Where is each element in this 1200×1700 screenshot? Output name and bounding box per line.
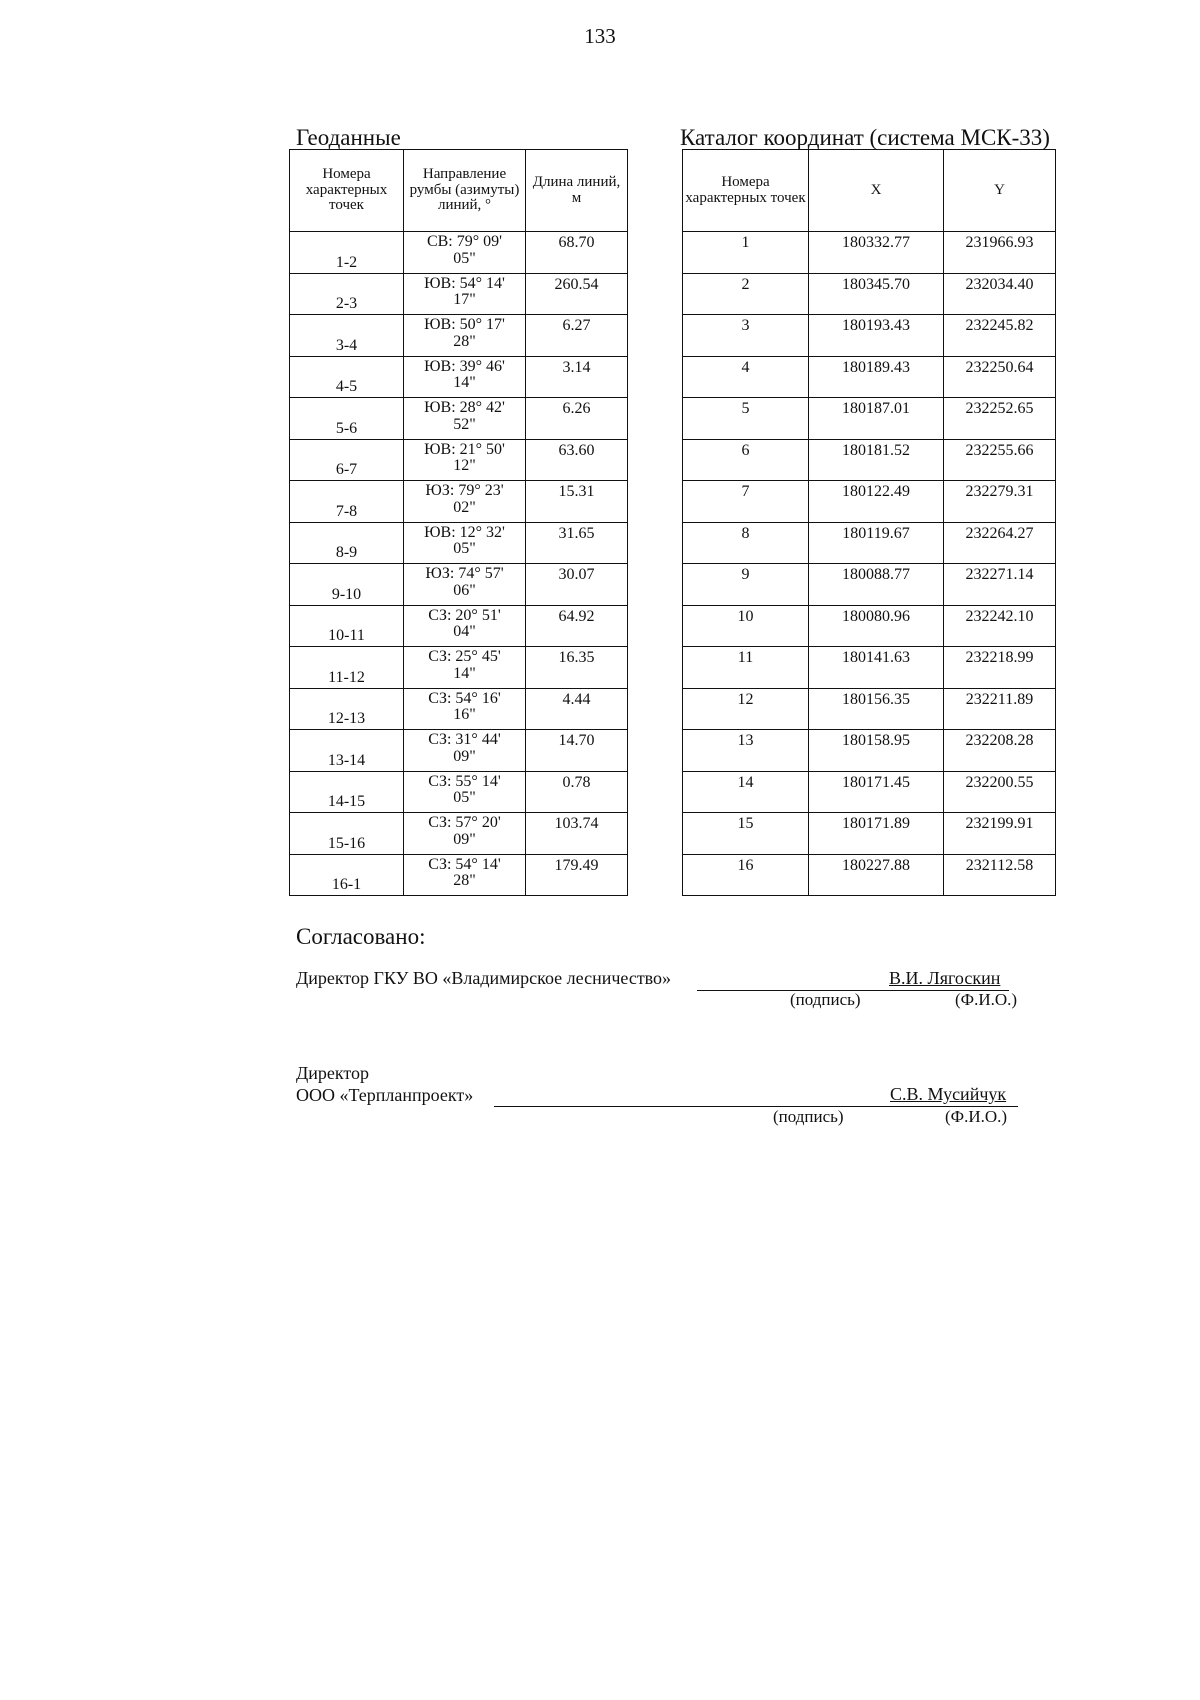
geodata-points-cell: 13-14	[290, 730, 404, 772]
geodata-points-cell: 11-12	[290, 647, 404, 689]
director2-name: С.В. Мусийчук	[890, 1084, 1007, 1104]
geodata-length-cell: 15.31	[526, 481, 628, 523]
catalog-y-cell: 232250.64	[944, 356, 1056, 398]
table-row	[683, 813, 1056, 855]
catalog-point-cell: 11	[683, 647, 809, 689]
director1-label: Директор ГКУ ВО «Владимирское лесничество»	[296, 968, 672, 988]
direction-degrees: ЮЗ: 79° 23'	[425, 482, 504, 499]
catalog-x-cell: 180122.49	[809, 481, 944, 523]
catalog-x-cell: 180345.70	[809, 273, 944, 315]
catalog-y-cell: 232112.58	[944, 854, 1056, 896]
direction-degrees: СЗ: 54° 14'	[428, 855, 501, 873]
geodata-header-points: Номера характерных точек	[290, 150, 404, 232]
direction-seconds: 14"	[453, 374, 476, 392]
director2-organization: ООО «Терпланпроект»	[296, 1085, 474, 1105]
geodata-direction-cell	[404, 481, 526, 523]
table-row	[683, 564, 1056, 606]
catalog-y-cell: 232200.55	[944, 771, 1056, 813]
geodata-length-cell: 30.07	[526, 564, 628, 606]
direction-seconds: 04"	[453, 623, 476, 641]
geodata-length-cell: 6.27	[526, 315, 628, 357]
director2-signature-caption: (подпись)	[773, 1107, 844, 1126]
geodata-length-cell: 64.92	[526, 605, 628, 647]
geodata-table	[289, 149, 628, 896]
direction-degrees: СВ: 79° 09'	[426, 233, 503, 250]
geodata-points-cell: 8-9	[290, 522, 404, 564]
table-row	[683, 688, 1056, 730]
table-row	[683, 232, 1056, 274]
direction-seconds: 09"	[453, 830, 476, 848]
direction-seconds: 06"	[453, 581, 476, 599]
geodata-length-cell: 16.35	[526, 647, 628, 689]
table-row	[290, 273, 628, 315]
catalog-x-cell: 180187.01	[809, 398, 944, 440]
catalog-x-cell: 180227.88	[809, 854, 944, 896]
direction-degrees: СЗ: 55° 14'	[428, 772, 501, 790]
catalog-y-cell: 232242.10	[944, 605, 1056, 647]
geodata-direction-cell	[404, 647, 526, 689]
direction-degrees: СЗ: 20° 51'	[428, 606, 501, 624]
geodata-points-cell: 2-3	[290, 273, 404, 315]
table-row	[683, 273, 1056, 315]
geodata-points-cell: 3-4	[290, 315, 404, 357]
direction-seconds: 09"	[453, 747, 476, 765]
direction-degrees: ЮВ: 39° 46'	[424, 357, 505, 375]
geodata-points-cell: 1-2	[290, 232, 404, 274]
catalog-point-cell: 15	[683, 813, 809, 855]
table-row	[290, 688, 628, 730]
table-row	[683, 356, 1056, 398]
catalog-y-cell: 232208.28	[944, 730, 1056, 772]
catalog-x-cell: 180332.77	[809, 232, 944, 274]
catalog-x-cell: 180189.43	[809, 356, 944, 398]
direction-degrees: СЗ: 31° 44'	[428, 731, 501, 748]
catalog-x-cell: 180181.52	[809, 439, 944, 481]
geodata-points-cell: 10-11	[290, 605, 404, 647]
geodata-table-body	[290, 232, 628, 896]
direction-seconds: 16"	[453, 706, 476, 724]
direction-seconds: 17"	[453, 291, 476, 309]
catalog-y-cell: 232245.82	[944, 315, 1056, 357]
geodata-points-cell: 7-8	[290, 481, 404, 523]
direction-seconds: 05"	[453, 249, 476, 267]
table-row	[290, 854, 628, 896]
catalog-point-cell: 12	[683, 688, 809, 730]
geodata-direction-cell	[404, 564, 526, 606]
geodata-direction-cell	[404, 605, 526, 647]
table-row	[290, 730, 628, 772]
geodata-points-cell: 5-6	[290, 398, 404, 440]
table-row	[290, 564, 628, 606]
geodata-length-cell: 14.70	[526, 730, 628, 772]
table-row	[683, 481, 1056, 523]
geodata-length-cell: 260.54	[526, 273, 628, 315]
catalog-point-cell: 8	[683, 522, 809, 564]
geodata-points-cell: 14-15	[290, 771, 404, 813]
catalog-x-cell: 180171.45	[809, 771, 944, 813]
catalog-point-cell: 10	[683, 605, 809, 647]
geodata-direction-cell	[404, 854, 526, 896]
catalog-y-cell: 232255.66	[944, 439, 1056, 481]
geodata-length-cell: 31.65	[526, 522, 628, 564]
page-number: 133	[584, 24, 616, 48]
direction-seconds: 28"	[453, 872, 476, 890]
geodata-header-direction: Направление румбы (азимуты) линий, °	[404, 150, 526, 232]
direction-seconds: 02"	[453, 498, 476, 516]
catalog-point-cell: 5	[683, 398, 809, 440]
catalog-point-cell: 2	[683, 273, 809, 315]
geodata-points-cell: 16-1	[290, 854, 404, 896]
geodata-direction-cell	[404, 730, 526, 772]
table-row	[290, 647, 628, 689]
geodata-length-cell: 4.44	[526, 688, 628, 730]
direction-seconds: 05"	[453, 789, 476, 807]
geodata-points-cell: 15-16	[290, 813, 404, 855]
geodata-length-cell: 6.26	[526, 398, 628, 440]
geodata-length-cell: 103.74	[526, 813, 628, 855]
catalog-point-cell: 9	[683, 564, 809, 606]
catalog-x-cell: 180080.96	[809, 605, 944, 647]
director2-label: Директор	[296, 1063, 370, 1083]
catalog-x-cell: 180171.89	[809, 813, 944, 855]
catalog-table	[682, 149, 1056, 896]
geodata-direction-cell	[404, 356, 526, 398]
geodata-direction-cell	[404, 273, 526, 315]
table-row	[290, 813, 628, 855]
catalog-point-cell: 1	[683, 232, 809, 274]
geodata-direction-cell	[404, 315, 526, 357]
approval-heading: Согласовано:	[296, 924, 426, 949]
geodata-direction-cell	[404, 813, 526, 855]
table-row	[290, 605, 628, 647]
catalog-x-cell: 180088.77	[809, 564, 944, 606]
geodata-header-row	[290, 150, 628, 232]
catalog-y-cell: 231966.93	[944, 232, 1056, 274]
table-row	[290, 356, 628, 398]
catalog-x-cell: 180119.67	[809, 522, 944, 564]
geodata-direction-cell	[404, 771, 526, 813]
table-row	[683, 771, 1056, 813]
geodata-length-cell: 63.60	[526, 439, 628, 481]
geodata-points-cell: 9-10	[290, 564, 404, 606]
catalog-header-y: Y	[944, 150, 1056, 232]
geodata-points-cell: 4-5	[290, 356, 404, 398]
catalog-header-points: Номера характерных точек	[683, 150, 809, 232]
catalog-title: Каталог координат (система МСК-33)	[680, 125, 1050, 150]
catalog-point-cell: 3	[683, 315, 809, 357]
direction-degrees: СЗ: 25° 45'	[428, 648, 501, 665]
catalog-point-cell: 13	[683, 730, 809, 772]
table-row	[683, 854, 1056, 896]
geodata-direction-cell	[404, 522, 526, 564]
geodata-length-cell: 179.49	[526, 854, 628, 896]
catalog-point-cell: 16	[683, 854, 809, 896]
geodata-length-cell: 0.78	[526, 771, 628, 813]
catalog-x-cell: 180193.43	[809, 315, 944, 357]
table-row	[290, 439, 628, 481]
catalog-point-cell: 14	[683, 771, 809, 813]
catalog-y-cell: 232218.99	[944, 647, 1056, 689]
catalog-y-cell: 232264.27	[944, 522, 1056, 564]
catalog-y-cell: 232211.89	[944, 688, 1056, 730]
geodata-title: Геоданные	[296, 125, 401, 150]
table-row	[683, 315, 1056, 357]
direction-degrees: ЮВ: 21° 50'	[424, 440, 505, 458]
direction-degrees: СЗ: 57° 20'	[428, 814, 501, 831]
catalog-x-cell: 180141.63	[809, 647, 944, 689]
geodata-length-cell: 3.14	[526, 356, 628, 398]
geodata-header-length: Длина линий, м	[526, 150, 628, 232]
geodata-points-cell: 12-13	[290, 688, 404, 730]
table-row	[683, 605, 1056, 647]
table-row	[683, 522, 1056, 564]
catalog-point-cell: 6	[683, 439, 809, 481]
catalog-y-cell: 232252.65	[944, 398, 1056, 440]
direction-degrees: ЮВ: 50° 17'	[424, 316, 505, 333]
geodata-length-cell: 68.70	[526, 232, 628, 274]
geodata-direction-cell	[404, 398, 526, 440]
table-row	[290, 481, 628, 523]
catalog-y-cell: 232034.40	[944, 273, 1056, 315]
catalog-point-cell: 4	[683, 356, 809, 398]
catalog-y-cell: 232271.14	[944, 564, 1056, 606]
catalog-y-cell: 232279.31	[944, 481, 1056, 523]
catalog-x-cell: 180156.35	[809, 688, 944, 730]
direction-degrees: ЮВ: 12° 32'	[424, 523, 505, 541]
catalog-table-body	[683, 232, 1056, 896]
director1-name: В.И. Лягоскин	[889, 968, 1001, 988]
direction-seconds: 28"	[453, 332, 476, 350]
direction-degrees: СЗ: 54° 16'	[428, 689, 501, 707]
direction-degrees: ЮВ: 54° 14'	[424, 274, 505, 292]
table-row	[683, 647, 1056, 689]
geodata-direction-cell	[404, 439, 526, 481]
catalog-y-cell: 232199.91	[944, 813, 1056, 855]
table-row	[683, 730, 1056, 772]
table-row	[683, 439, 1056, 481]
direction-seconds: 52"	[453, 415, 476, 433]
geodata-direction-cell	[404, 232, 526, 274]
catalog-x-cell: 180158.95	[809, 730, 944, 772]
director2-signature-line	[494, 1106, 1018, 1107]
table-row	[290, 771, 628, 813]
geodata-points-cell: 6-7	[290, 439, 404, 481]
direction-seconds: 14"	[453, 664, 476, 682]
table-row	[290, 398, 628, 440]
catalog-header-row	[683, 150, 1056, 232]
director2-fio-caption: (Ф.И.О.)	[945, 1107, 1008, 1126]
direction-seconds: 12"	[453, 457, 476, 475]
geodata-direction-cell	[404, 688, 526, 730]
table-row	[290, 232, 628, 274]
direction-degrees: ЮВ: 28° 42'	[424, 399, 505, 416]
catalog-point-cell: 7	[683, 481, 809, 523]
catalog-header-x: X	[809, 150, 944, 232]
director1-fio-caption: (Ф.И.О.)	[955, 990, 1018, 1009]
table-row	[290, 522, 628, 564]
table-row	[290, 315, 628, 357]
direction-seconds: 05"	[453, 540, 476, 558]
direction-degrees: ЮЗ: 74° 57'	[425, 565, 504, 582]
director1-signature-caption: (подпись)	[790, 990, 861, 1009]
table-row	[683, 398, 1056, 440]
